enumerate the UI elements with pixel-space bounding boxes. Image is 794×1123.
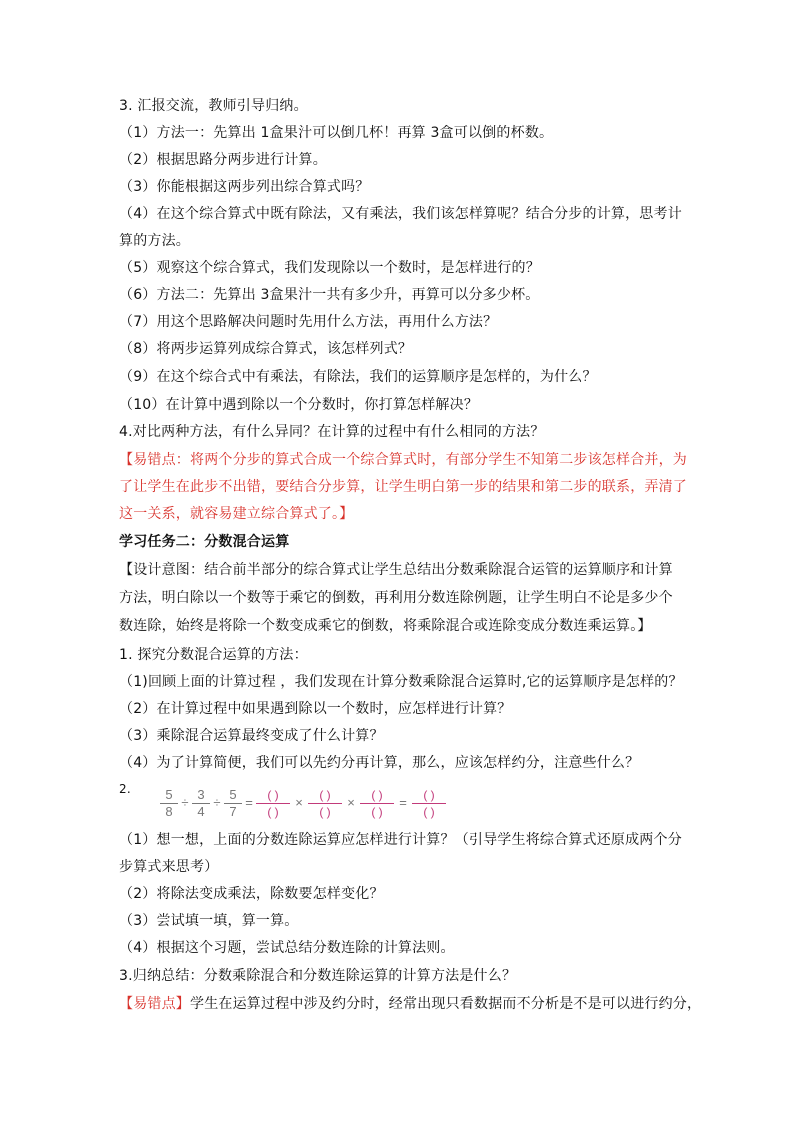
text-line: （9）在这个综合式中有乘法，有除法，我们的运算顺序是怎样的，为什么？ — [119, 369, 597, 385]
error-prone-tag: 【易错点】 — [119, 996, 190, 1012]
fraction-expression — [158, 786, 468, 820]
text-line: （3）乘除混合运算最终变成了什么计算？ — [119, 728, 384, 744]
text-line: （2）将除法变成乘法，除数要怎样变化？ — [119, 886, 384, 902]
text-line: 3. 汇报交流，教师引导归纳。 — [119, 98, 308, 114]
error-prone-note-line: 【易错点：将两个分步的算式合成一个综合算式时，有部分学生不知第二步该怎样合并，为 — [119, 452, 687, 468]
equals-sign: = — [399, 795, 407, 810]
text-line: （4）为了计算简便，我们可以先约分再计算，那么，应该怎样约分，注意些什么？ — [119, 755, 640, 771]
text-line: （8）将两步运算列成综合算式，该怎样列式？ — [119, 341, 413, 357]
fraction: 3 4 — [192, 788, 210, 819]
text-line: （7）用这个思路解决问题时先用什么方法，再用什么方法？ — [119, 314, 498, 330]
text-line: （6）方法二：先算出 3盒果汁一共有多少升，再算可以分多少杯。 — [119, 287, 540, 303]
design-intent-line: 【设计意图：结合前半部分的综合算式让学生总结出分数乘除混合运管的运算顺序和计算 — [119, 562, 673, 578]
design-intent-line: 数连除，始终是将除一个数变成乘它的倒数，将乘除混合或连除变成分数连乘运算。】 — [119, 618, 652, 634]
text-line: （2）根据思路分两步进行计算。 — [119, 152, 327, 168]
section-heading: 学习任务二：分数混合运算 — [119, 534, 290, 550]
text-line: （3）尝试填一填，算一算。 — [119, 913, 299, 929]
blank-fraction[interactable]: ( ) ( ) — [308, 788, 342, 819]
error-prone-note-line: 这一关系，就容易建立综合算式了。】 — [119, 506, 354, 522]
fraction: 5 7 — [224, 788, 242, 819]
design-intent-line: 方法，明白除以一个数等于乘它的倒数，再利用分数连除例题，让学生明白不论是多少个 — [119, 590, 673, 606]
fraction: 5 8 — [160, 788, 178, 819]
text-line: 3.归纳总结：分数乘除混合和分数连除运算的计算方法是什么？ — [119, 968, 517, 984]
text-line: （1)回顾上面的计算过程 ，我们发现在计算分数乘除混合运算时,它的运算顺序是怎样的？ — [119, 674, 683, 690]
text-line: 4.对比两种方法，有什么异同？在计算的过程中有什么相同的方法？ — [119, 424, 545, 440]
blank-fraction[interactable]: ( ) ( ) — [256, 788, 290, 819]
multiply-sign: × — [295, 795, 303, 810]
text-line: （2）在计算过程中如果遇到除以一个数时，应怎样进行计算？ — [119, 701, 512, 717]
multiply-sign: × — [347, 795, 355, 810]
text-line: （4）根据这个习题，尝试总结分数连除的计算法则。 — [119, 940, 455, 956]
text-line: 1. 探究分数混合运算的方法： — [119, 647, 308, 663]
text-line: 步算式来思考） — [119, 859, 219, 875]
blank-fraction[interactable]: ( ) ( ) — [360, 788, 394, 819]
text-line: （4）在这个综合算式中既有除法，又有乘法，我们该怎样算呢？结合分步的计算，思考计 — [119, 206, 682, 222]
error-prone-text: 学生在运算过程中涉及约分时，经常出现只看数据而不分析是不是可以进行约分， — [190, 996, 702, 1012]
equals-sign: = — [245, 795, 253, 810]
text-line: 算的方法。 — [119, 233, 190, 249]
text-line: （1）想一想，上面的分数连除运算应怎样进行计算？（引导学生将综合算式还原成两个分 — [119, 832, 682, 848]
text-line: （10）在计算中遇到除以一个分数时，你打算怎样解决？ — [119, 397, 479, 413]
error-prone-line — [119, 994, 702, 1014]
blank-fraction[interactable]: ( ) ( ) — [412, 788, 446, 819]
text-line: 2. — [119, 782, 131, 796]
text-line: （1）方法一：先算出 1盒果汁可以倒几杯！再算 3盒可以倒的杯数。 — [119, 125, 554, 141]
divide-sign: ÷ — [181, 795, 189, 810]
text-line: （3）你能根据这两步列出综合算式吗？ — [119, 179, 370, 195]
error-prone-note-line: 了让学生在此步不出错，要结合分步算，让学生明白第一步的结果和第二步的联系，弄清了 — [119, 479, 687, 495]
text-line: （5）观察这个综合算式，我们发现除以一个数时，是怎样进行的？ — [119, 260, 540, 276]
divide-sign: ÷ — [213, 795, 221, 810]
